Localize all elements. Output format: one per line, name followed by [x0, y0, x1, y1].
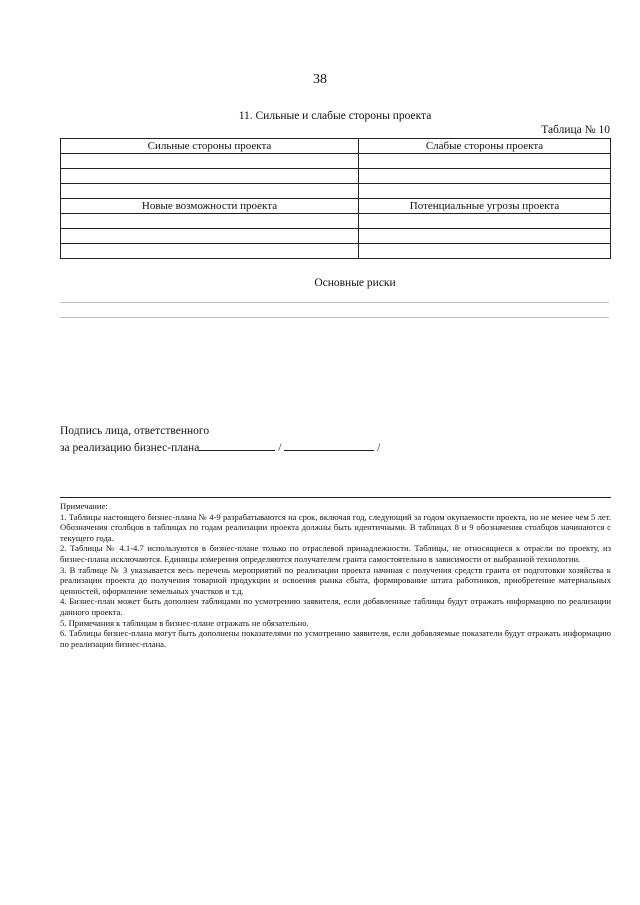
table-cell[interactable]: [359, 154, 611, 169]
threats-header: Потенциальные угрозы проекта: [359, 199, 611, 214]
table-row: [61, 169, 611, 184]
table-cell[interactable]: [61, 214, 359, 229]
table-cell[interactable]: [61, 169, 359, 184]
signature-separator: /: [278, 442, 282, 454]
table-cell[interactable]: [359, 184, 611, 199]
table-cell[interactable]: [359, 244, 611, 259]
table-row: [61, 214, 611, 229]
signature-separator: /: [377, 442, 381, 454]
risks-title: Основные риски: [314, 277, 396, 289]
signature-block: [60, 424, 380, 456]
note-item: 2. Таблицы № 4.1-4.7 используются в бизнес-плане только по отраслевой принадлежности. Таблицы, не относящиеся к отрасли по проекту, из бизнес-плана исключаются. Единицы измерения определяются получателем гранта самостоятельно в зависимости от выбранной технологии.: [60, 543, 611, 564]
strengths-header: Сильные стороны проекта: [61, 139, 359, 154]
table-cell[interactable]: [359, 169, 611, 184]
swot-table: [60, 138, 611, 259]
signature-label: за реализацию бизнес-плана: [60, 442, 200, 454]
table-cell[interactable]: [61, 244, 359, 259]
opportunities-header: Новые возможности проекта: [61, 199, 359, 214]
table-row: [61, 154, 611, 169]
page-number: 38: [313, 72, 327, 87]
risks-line[interactable]: [60, 302, 609, 303]
note-item: 6. Таблицы бизнес-плана могут быть дополнены показателями по усмотрению заявителя, если добавляемые показатели будут отражать информацию по реализации бизнес-плана.: [60, 628, 611, 649]
table-row: [61, 244, 611, 259]
table-cell[interactable]: [359, 229, 611, 244]
note-item: 5. Примечания к таблицам в бизнес-плане отражать не обязательно.: [60, 617, 309, 628]
table-cell[interactable]: [359, 214, 611, 229]
table-label: Таблица № 10: [541, 124, 610, 136]
name-blank[interactable]: [284, 439, 374, 451]
notes-section: [60, 501, 611, 649]
note-item: 3. В таблице № 3 указывается весь перечень мероприятий по реализации проекта начиная с получения средств гранта от подготовки хозяйства к реализации проекта до получения товарной продукции и освоения рынка сбыта, формирование штата работников, приобретение материальных ценностей, оформление земельных участков и т.д.: [60, 564, 611, 596]
weaknesses-header: Слабые стороны проекта: [359, 139, 611, 154]
risks-line[interactable]: [60, 317, 609, 318]
table-cell[interactable]: [61, 154, 359, 169]
table-row: [61, 184, 611, 199]
table-row: [61, 139, 611, 154]
signature-blank[interactable]: [199, 439, 275, 451]
table-row: [61, 229, 611, 244]
signature-label-line2: [60, 439, 380, 456]
notes-title: Примечание:: [60, 501, 108, 511]
notes-divider: [60, 497, 611, 498]
note-item: 4. Бизнес-план может быть дополнен таблицами по усмотрению заявителя, если добавленные таблицы будут отражать информацию по реализации данного проекта.: [60, 596, 611, 617]
signature-label-line1: Подпись лица, ответственного: [60, 425, 210, 437]
table-row: [61, 199, 611, 214]
note-item: 1. Таблицы настоящего бизнес-плана № 4-9 разрабатываются на срок, включая год, следующий за годом окупаемости проекта, но не менее чем 5 лет. Обозначения столбцов в таблицах по годам реализации проекта должны быть идентичными. В таблицах 8 и 9 обозначения столбцов начинаются с текущего года.: [60, 511, 611, 543]
table-cell[interactable]: [61, 229, 359, 244]
section-title: 11. Сильные и слабые стороны проекта: [238, 110, 432, 122]
table-cell[interactable]: [61, 184, 359, 199]
